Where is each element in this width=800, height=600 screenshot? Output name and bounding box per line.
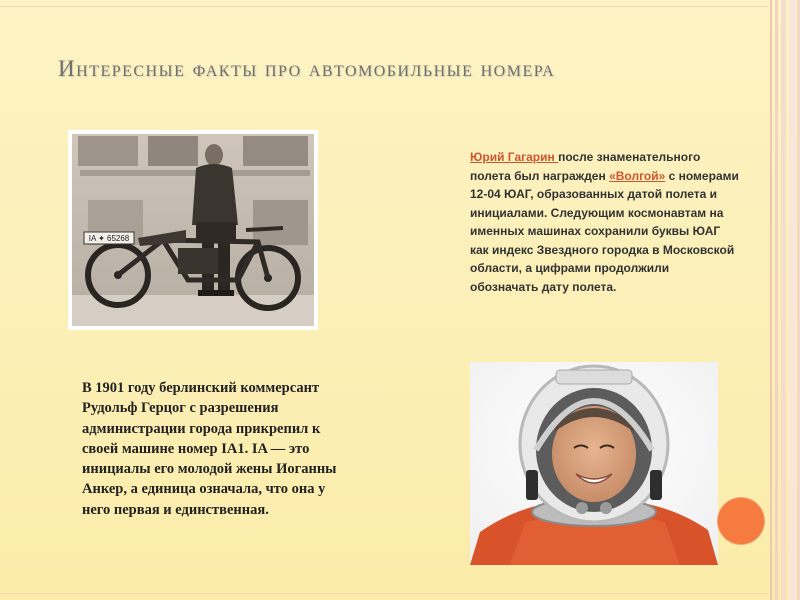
- frame-line-top: [0, 6, 768, 7]
- gagarin-paragraph: [470, 148, 740, 296]
- slide-title: Интересные факты про автомобильные номера: [58, 56, 556, 81]
- herzog-paragraph: В 1901 году берлинский коммерсант Рудольф Герцог с разрешения администрации города прикрепил к своей машине номер IA1. IA — это инициалы его молодой жены Иоганны Анкер, а единица означала, что она у него первая и единственная.: [82, 380, 337, 518]
- frame-line-bottom: [0, 593, 768, 594]
- volga-link[interactable]: «Волгой»: [609, 168, 666, 183]
- decorative-circle: [718, 498, 764, 544]
- motorcycle-photo: [68, 130, 318, 330]
- gagarin-photo: [470, 362, 718, 565]
- license-plate: IA ✦ 65268: [88, 234, 130, 243]
- gagarin-text-part1: после знаменательного полета был награжден: [470, 150, 701, 183]
- decorative-border: [766, 0, 800, 600]
- gagarin-link[interactable]: Юрий Гагарин: [470, 150, 559, 164]
- gagarin-text-part2: с номерами 12-04 ЮАГ, образованных датой полета и инициалами. Следующим космонавтам на именных машинах сохранили буквы ЮАГ как индекс Звездного городка в Московской области, а цифрами продолжили обозначать дату полета.: [470, 168, 739, 294]
